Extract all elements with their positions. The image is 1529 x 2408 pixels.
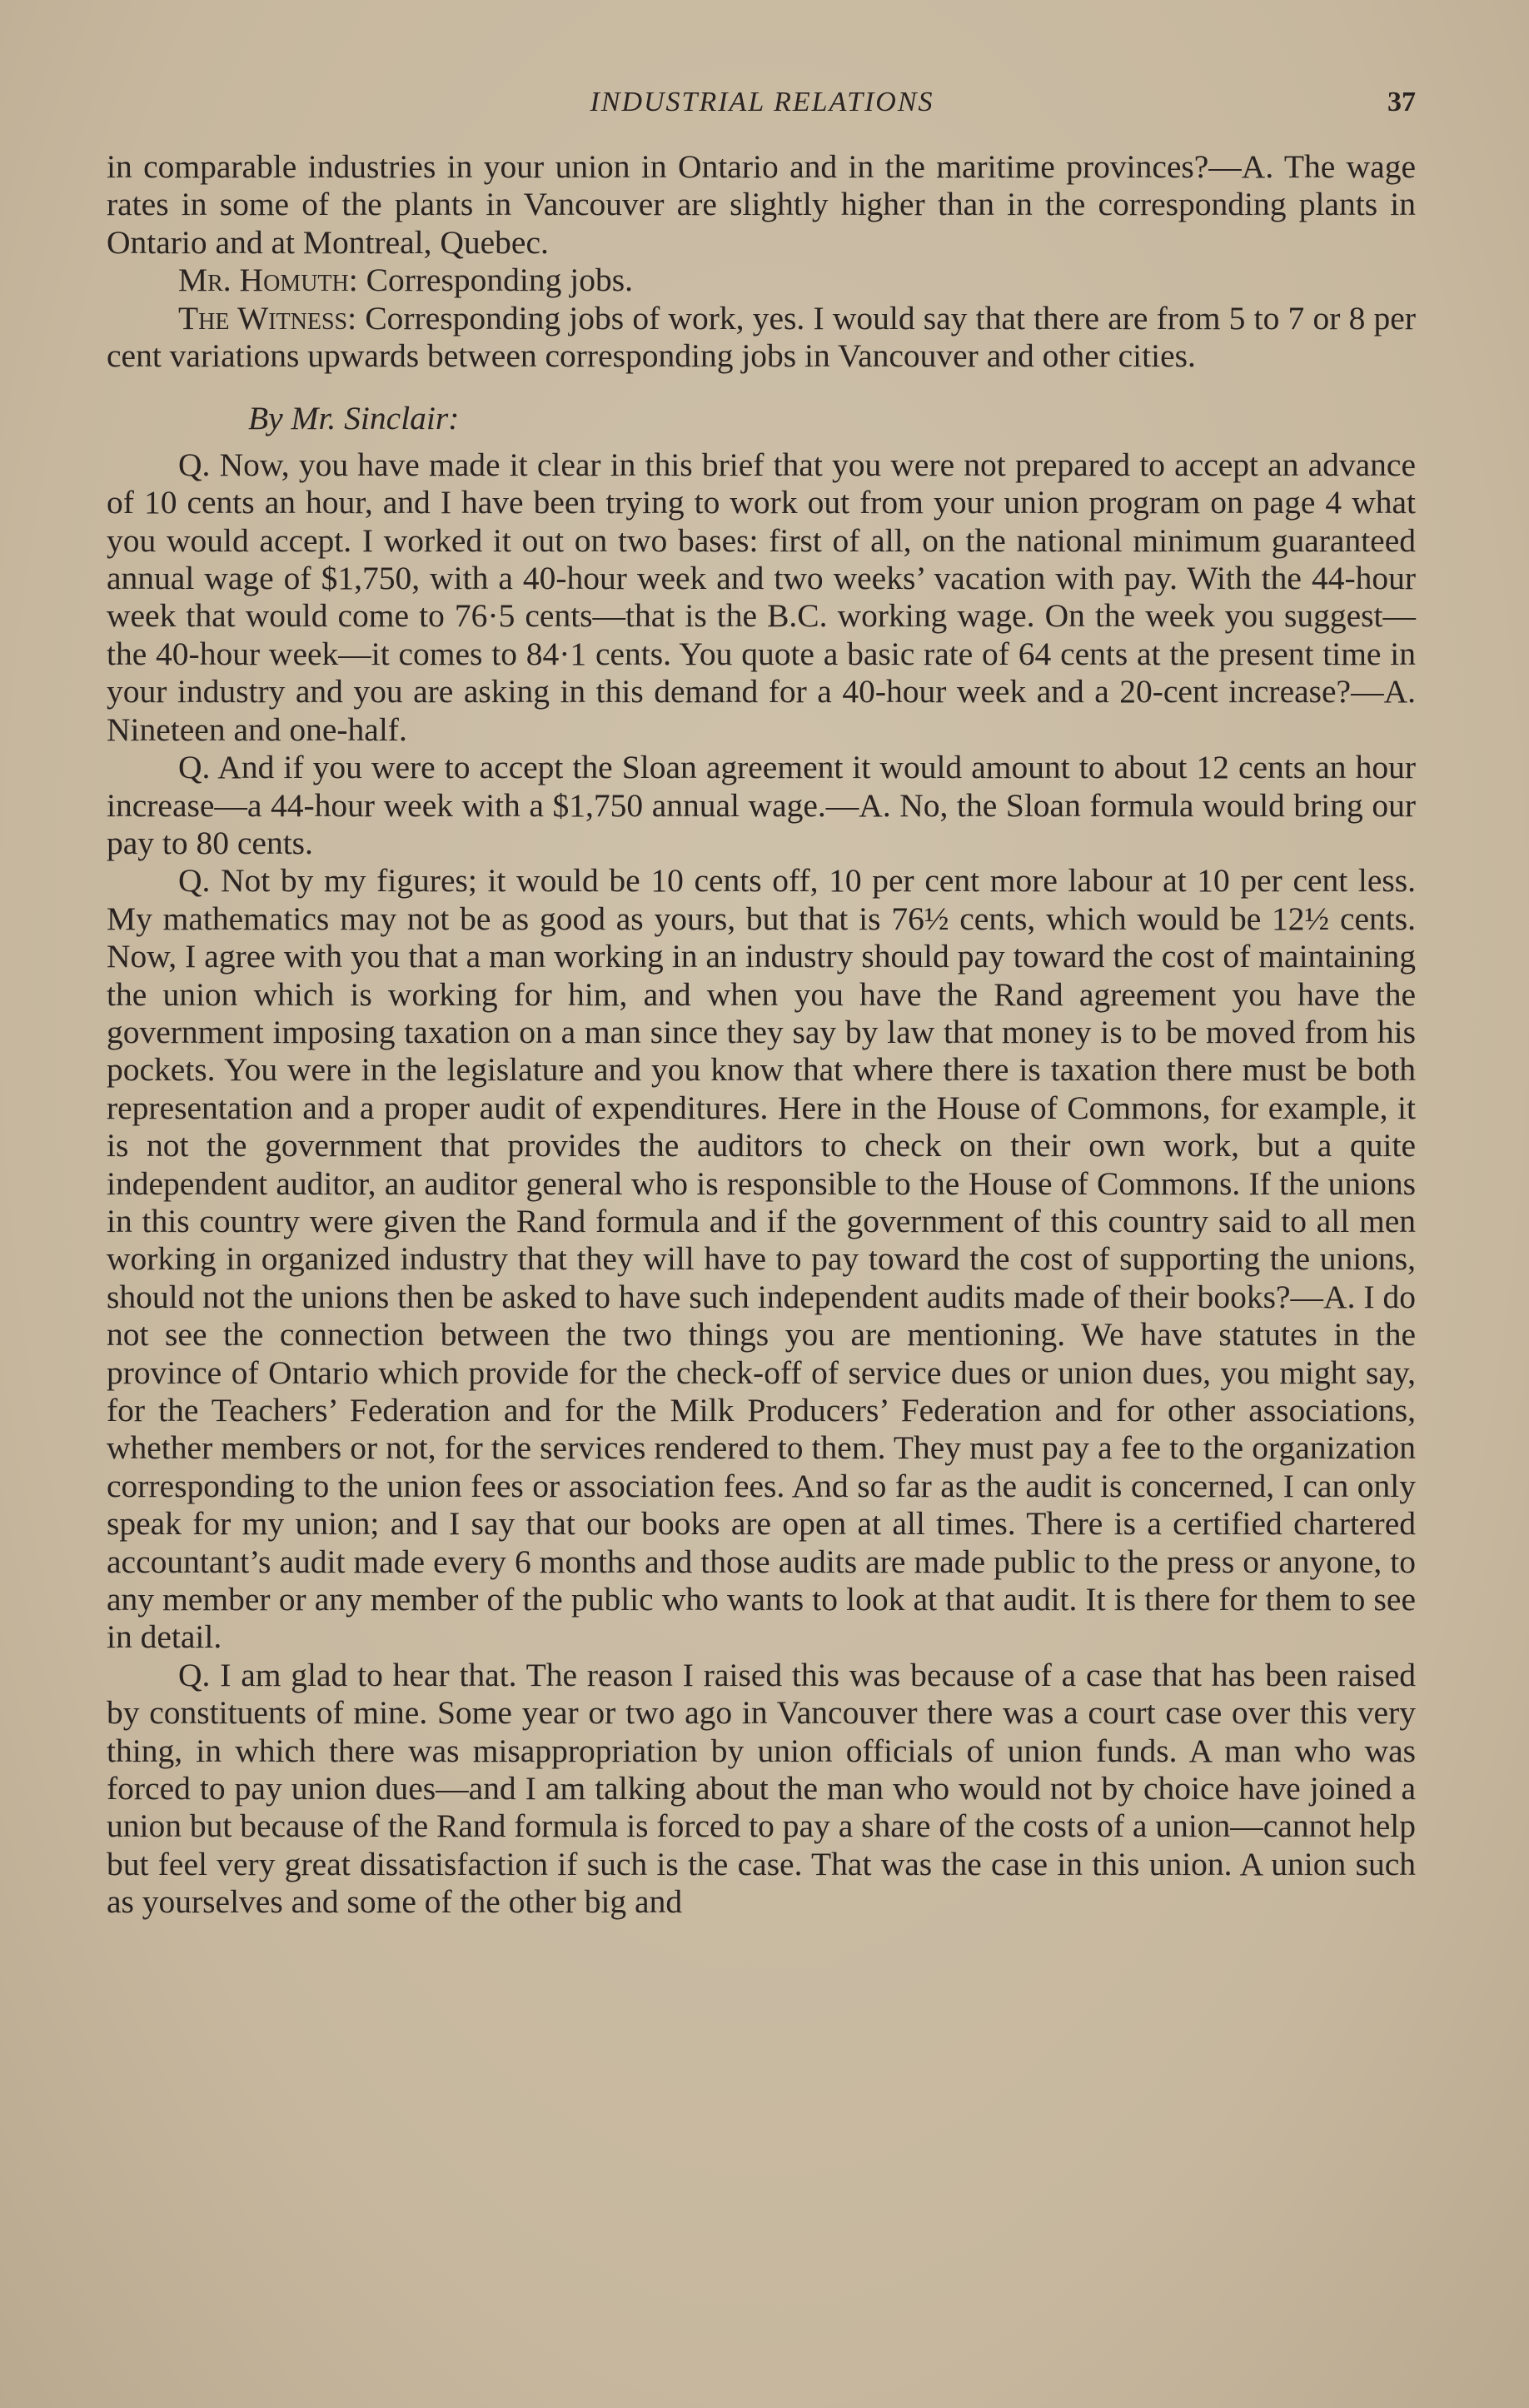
paragraph-text: Corresponding jobs of work, yes. I would say that there are from 5 to 7 or 8 per cent variations upwards between corresponding jobs in Vancouver and other cities.: [107, 299, 1416, 375]
paragraph-text: Corresponding jobs.: [357, 262, 633, 299]
paragraph: [107, 262, 1416, 299]
paragraph: [107, 862, 1416, 1657]
paragraph-text: in comparable industries in your union in Ontario and in the maritime provinces?—A. The wage rates in some of the plants in Vancouver are slightly higher than in the corresponding plants in Ontario and at Montreal, Quebec.: [107, 148, 1416, 261]
paragraph: [107, 148, 1416, 262]
body-text: [107, 148, 1416, 1922]
running-head: [108, 87, 1416, 123]
paragraph-text: Q. And if you were to accept the Sloan agreement it would amount to about 12 cents an hour increase—a 44-hour week with a $1,750 annual wage.—A. No, the Sloan formula would bring our pay to 80 cents.: [107, 749, 1416, 861]
paragraph-text: Q. I am glad to hear that. The reason I raised this was because of a case that has been raised by constituents of mine. Some year or two ago in Vancouver there was a court case over this very thing, in which there was misappropriation by union officials of union funds. A man who was forced to pay union dues—and I am talking about the man who would not by choice have joined a union but because of the Rand formula is forced to pay a share of the costs of a union—cannot help but feel very great dissatisfaction if such is the case. That was the case in this union. A union such as yourselves and some of the other big and: [107, 1656, 1416, 1921]
speaker-label: The Witness:: [178, 299, 357, 337]
paragraph-text: Q. Now, you have made it clear in this brief that you were not prepared to accept an advance of 10 cents an hour, and I have been trying to work out from your union program on page 4 what you would accept. I worked it out on two bases: first of all, on the national minimum guaranteed annual wage of $1,750, with a 40-hour week and two weeks’ vacation with pay. With the 44-hour week that would come to 76·5 cents—that is the B.C. working wage. On the week you suggest—the 40-hour week—it comes to 84·1 cents. You quote a basic rate of 64 cents at the present time in your industry and you are asking in this demand for a 40-hour week and a 20-cent increase?—A. Nineteen and one-half.: [107, 446, 1416, 748]
paragraph-text: Q. Not by my figures; it would be 10 cents off, 10 per cent more labour at 10 per cent less. My mathematics may not be as good as yours, but that is 76½ cents, which would be 12½ cents. Now, I agree with you that a man working in an industry should pay toward the cost of maintaining the union which is working for him, and when you have the Rand agreement you have the government imposing taxation on a man since they say by law that money is to be moved from his pockets. You were in the legislature and you know that where there is taxation there must be both representation and a proper audit of expenditures. Here in the House of Commons, for example, it is not the government that provides the auditors to check on their own work, but a quite independent auditor, an auditor general who is responsible to the House of Commons. If the unions in this country were given the Rand formula and if the government of this country said to all men working in organized industry that they will have to pay toward the cost of supporting the unions, should not the unions then be asked to have such independent audits made of their books?—A. I do not see the connection between the two things you are mentioning. We have statutes in the province of Ontario which provide for the check-off of service dues or union dues, you might say, for the Teachers’ Federation and for the Milk Producers’ Federation and for other associations, whether members or not, for the services rendered to them. They must pay a fee to the organization corresponding to the union fees or association fees. And so far as the audit is concerned, I can only speak for my union; and I say that our books are open at all times. There is a certified chartered accountant’s audit made every 6 months and those audits are made public to the press or anyone, to any member or any member of the public who wants to look at that audit. It is there for them to see in detail.: [107, 862, 1416, 1656]
paragraph: [107, 300, 1416, 376]
paragraph: [107, 446, 1416, 749]
page-number: 37: [1387, 87, 1416, 117]
speaker-label: Mr. Homuth:: [178, 262, 358, 299]
running-head-title: INDUSTRIAL RELATIONS: [590, 87, 934, 117]
paragraph: [107, 749, 1416, 862]
paragraph: [107, 1657, 1416, 1922]
examiner-byline: By Mr. Sinclair:: [248, 400, 460, 437]
